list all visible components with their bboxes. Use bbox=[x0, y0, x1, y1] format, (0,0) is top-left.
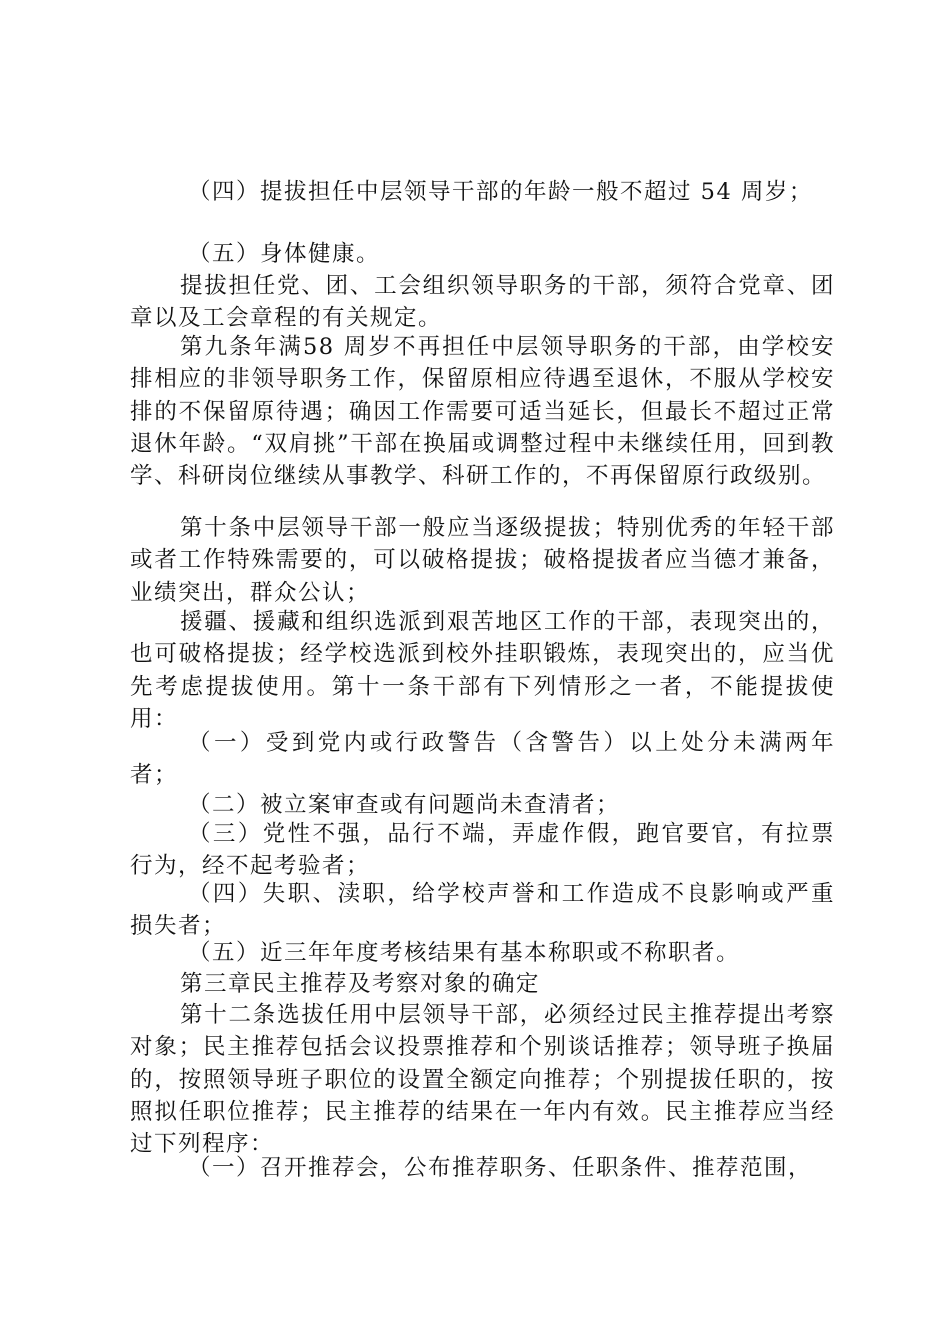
paragraph-aid-regions: 援疆、援藏和组织选派到艰苦地区工作的干部，表现突出的，也可破格提拔；经学校选派到校外挂职锻炼，表现突出的，应当优先考虑提拔使用。第十一条干部有下列情形之一者，不能提拔使用： bbox=[130, 609, 835, 732]
paragraph-item-1: （一）受到党内或行政警告（含警告）以上处分未满两年者； bbox=[130, 730, 835, 789]
paragraph-item-2: （二）被立案审查或有问题尚未查清者； bbox=[188, 792, 621, 818]
paragraph-party-positions: 提拔担任党、团、工会组织领导职务的干部，须符合党章、团章以及工会章程的有关规定。 bbox=[130, 273, 835, 332]
paragraph-item-4: （四）失职、渎职，给学校声誉和工作造成不良影响或严重损失者； bbox=[130, 881, 835, 940]
paragraph-age-limit: （四）提拔担任中层领导干部的年龄一般不超过 54 周岁； bbox=[188, 179, 813, 205]
paragraph-item-5: （五）近三年年度考核结果有基本称职或不称职者。 bbox=[188, 940, 741, 966]
paragraph-item-3: （三）党性不强，品行不端，弄虚作假，跑官要官，有拉票行为，经不起考验者； bbox=[130, 821, 835, 880]
chapter-heading: 第三章民主推荐及考察对象的确定 bbox=[180, 971, 541, 997]
paragraph-article-12: 第十二条选拔任用中层领导干部，必须经过民主推荐提出考察对象；民主推荐包括会议投票推荐和个别谈话推荐；领导班子换届的，按照领导班子职位的设置全额定向推荐；个别提拔任职的，按照拟任职位推荐；民主推荐的结果在一年内有效。民主推荐应当经过下列程序： bbox=[130, 1002, 835, 1158]
paragraph-article-10: 第十条中层领导干部一般应当逐级提拔；特别优秀的年轻干部或者工作特殊需要的，可以破格提拔；破格提拔者应当德才兼备，业绩突出，群众公认； bbox=[130, 515, 835, 606]
paragraph-health: （五）身体健康。 bbox=[188, 241, 381, 267]
paragraph-article-9: 第九条年满58 周岁不再担任中层领导职务的干部，由学校安排相应的非领导职务工作，保留原相应待遇至退休，不服从学校安排的不保留原待遇；确因工作需要可适当延长，但最长不超过正常退休年龄。“双肩挑”干部在换届或调整过程中未继续任用，回到教学、科研岗位继续从事教学、科研工作的，不再保留原行政级别。 bbox=[130, 334, 835, 490]
paragraph-procedure-1: （一）召开推荐会，公布推荐职务、任职条件、推荐范围， bbox=[188, 1155, 813, 1181]
